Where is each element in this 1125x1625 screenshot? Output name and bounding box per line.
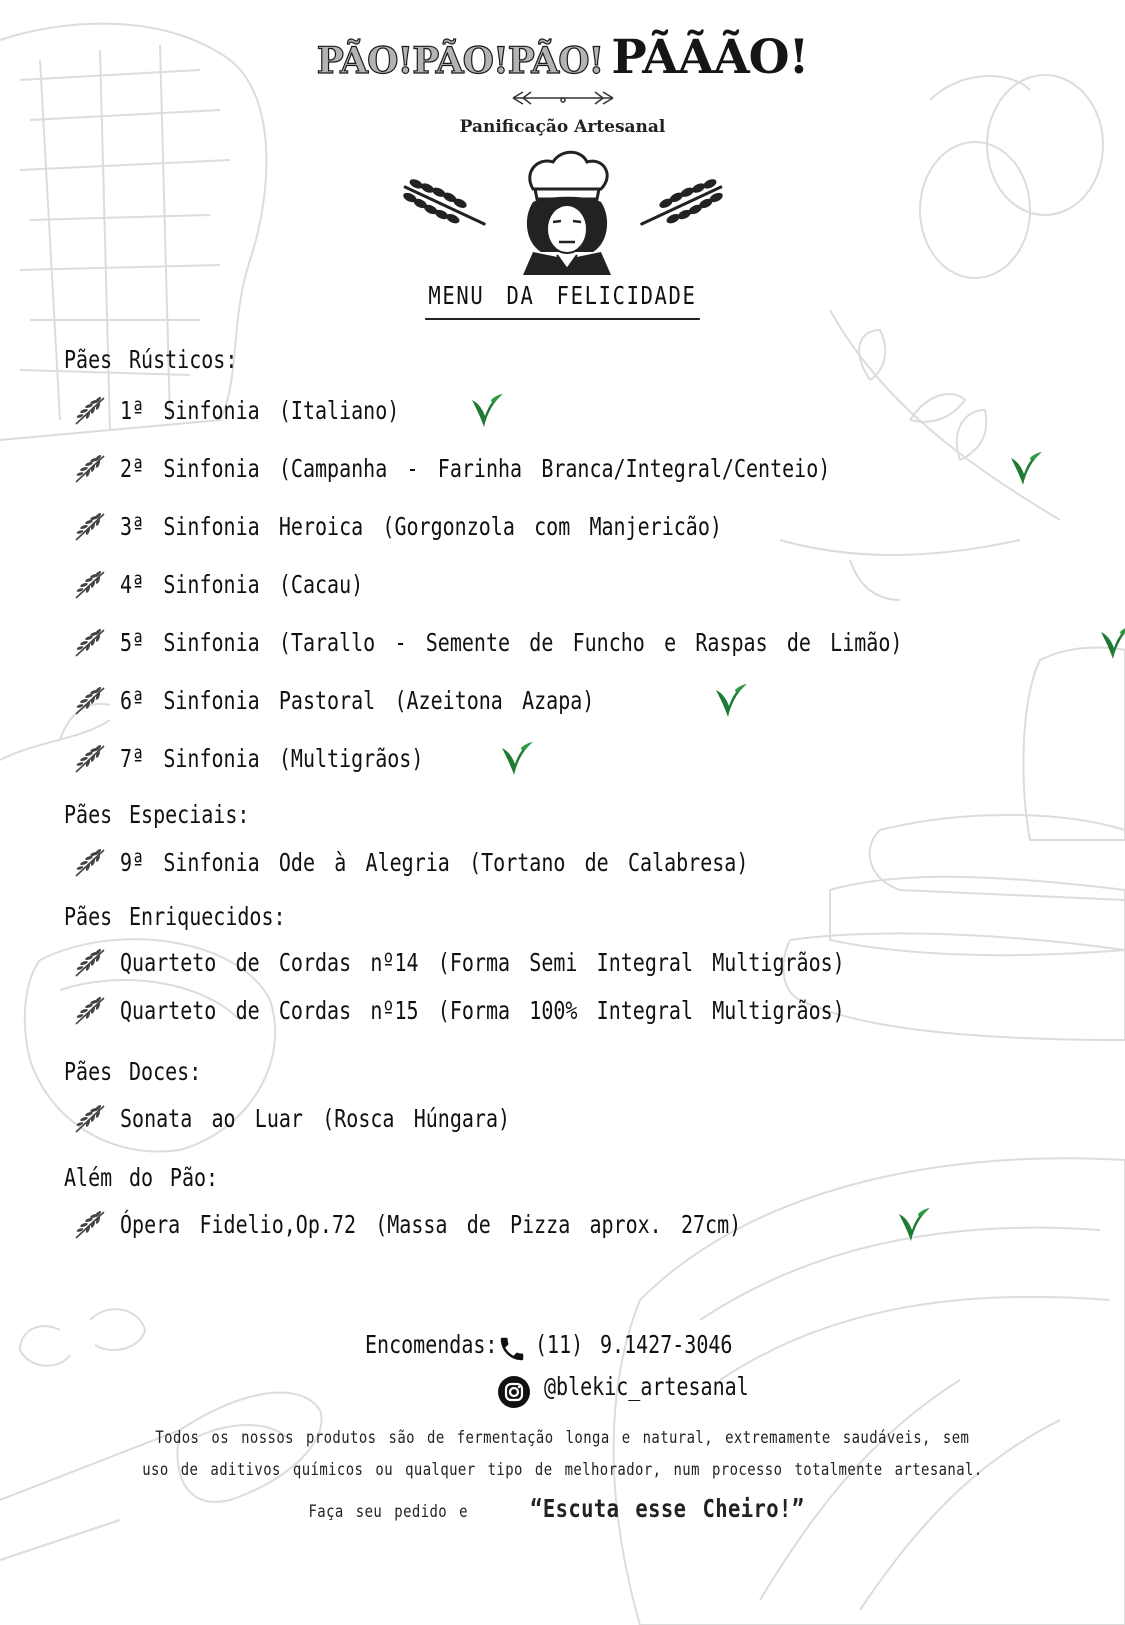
menu-item <box>72 502 872 550</box>
vegan-icon <box>469 390 505 430</box>
wheat-icon <box>72 1206 108 1242</box>
brand-dark: PÃÃÃO! <box>611 30 809 85</box>
menu-item-label: 4ª Sinfonia (Cacau) <box>120 569 364 599</box>
subtitle: Panificação Artesanal <box>459 117 666 137</box>
wheat-icon <box>72 508 108 544</box>
menu-item <box>72 838 905 886</box>
instagram-icon <box>498 1376 530 1408</box>
note-line: Todos os nossos produtos são de fermentação longa e natural, extremamente saudáveis, sem <box>155 1428 970 1448</box>
brand-logotype <box>0 30 1125 85</box>
wheat-icon <box>72 624 108 660</box>
ornament-divider-icon <box>503 87 623 109</box>
menu-item-label: Ópera Fidelio,Op.72 (Massa de Pizza aprox. 27cm) <box>120 1209 742 1239</box>
menu-item <box>72 386 505 434</box>
menu-item-label: 5ª Sinfonia (Tarallo - Semente de Funcho e Raspas de Limão) <box>120 627 903 657</box>
phone-icon <box>497 1334 527 1364</box>
chef-wheat-logo-icon <box>393 147 733 277</box>
menu-item <box>72 734 535 782</box>
section-title: Pães Rústicos: <box>64 345 238 374</box>
menu-title: MENU DA FELICIDADE <box>425 281 700 320</box>
menu-item-label: 6ª Sinfonia Pastoral (Azeitona Azapa) <box>120 685 595 715</box>
menu-item <box>72 986 1026 1034</box>
menu-item <box>72 618 1125 666</box>
header <box>0 30 1125 320</box>
menu-item-label: 2ª Sinfonia (Campanha - Farinha Branca/Integral/Centeio) <box>120 453 831 483</box>
menu-item-label: Quarteto de Cordas nº15 (Forma 100% Integral Multigrãos) <box>120 995 845 1025</box>
wheat-icon <box>72 944 108 980</box>
section-title: Pães Doces: <box>64 1057 202 1086</box>
menu-item-label: Quarteto de Cordas nº14 (Forma Semi Integral Multigrãos) <box>120 947 845 977</box>
menu-item-label: 7ª Sinfonia (Multigrãos) <box>120 743 424 773</box>
menu-item-label: 1ª Sinfonia (Italiano) <box>120 395 400 425</box>
note-tagline-quote: “Escuta esse Cheiro!” <box>529 1494 805 1523</box>
instagram-handle[interactable]: @blekic_artesanal <box>544 1372 749 1401</box>
menu-item <box>72 1200 932 1248</box>
section-title: Pães Especiais: <box>64 800 250 829</box>
menu-item <box>72 938 1026 986</box>
orders-label: Encomendas: <box>365 1330 498 1359</box>
wheat-icon <box>72 682 108 718</box>
note-tagline <box>0 1494 1125 1523</box>
vegan-icon <box>713 680 749 720</box>
brand-light: PÃO!PÃO!PÃO! <box>316 40 604 82</box>
note-line: uso de aditivos químicos ou qualquer tipo de melhorador, num processo totalmente artesanal. <box>142 1460 983 1480</box>
vegan-icon <box>1098 622 1125 662</box>
wheat-icon <box>72 740 108 776</box>
menu-item-label: Sonata ao Luar (Rosca Húngara) <box>120 1103 511 1133</box>
vegan-icon <box>1008 448 1044 488</box>
menu-item-label: 3ª Sinfonia Heroica (Gorgonzola com Manjericão) <box>120 511 722 541</box>
menu-item <box>72 676 749 724</box>
wheat-icon <box>72 450 108 486</box>
phone-number[interactable]: (11) 9.1427-3046 <box>535 1330 733 1359</box>
wheat-icon <box>72 992 108 1028</box>
vegan-icon <box>499 738 535 778</box>
wheat-icon <box>72 1100 108 1136</box>
section-title: Além do Pão: <box>64 1163 219 1192</box>
menu-item <box>72 444 1044 492</box>
wheat-icon <box>72 844 108 880</box>
wheat-icon <box>72 392 108 428</box>
menu-item <box>72 1094 608 1142</box>
note-tagline-prefix: Faça seu pedido e <box>308 1502 468 1522</box>
wheat-icon <box>72 566 108 602</box>
menu-item-label: 9ª Sinfonia Ode à Alegria (Tortano de Calabresa) <box>120 847 749 877</box>
menu-item <box>72 560 424 608</box>
vegan-icon <box>896 1204 932 1244</box>
section-title: Pães Enriquecidos: <box>64 902 286 931</box>
